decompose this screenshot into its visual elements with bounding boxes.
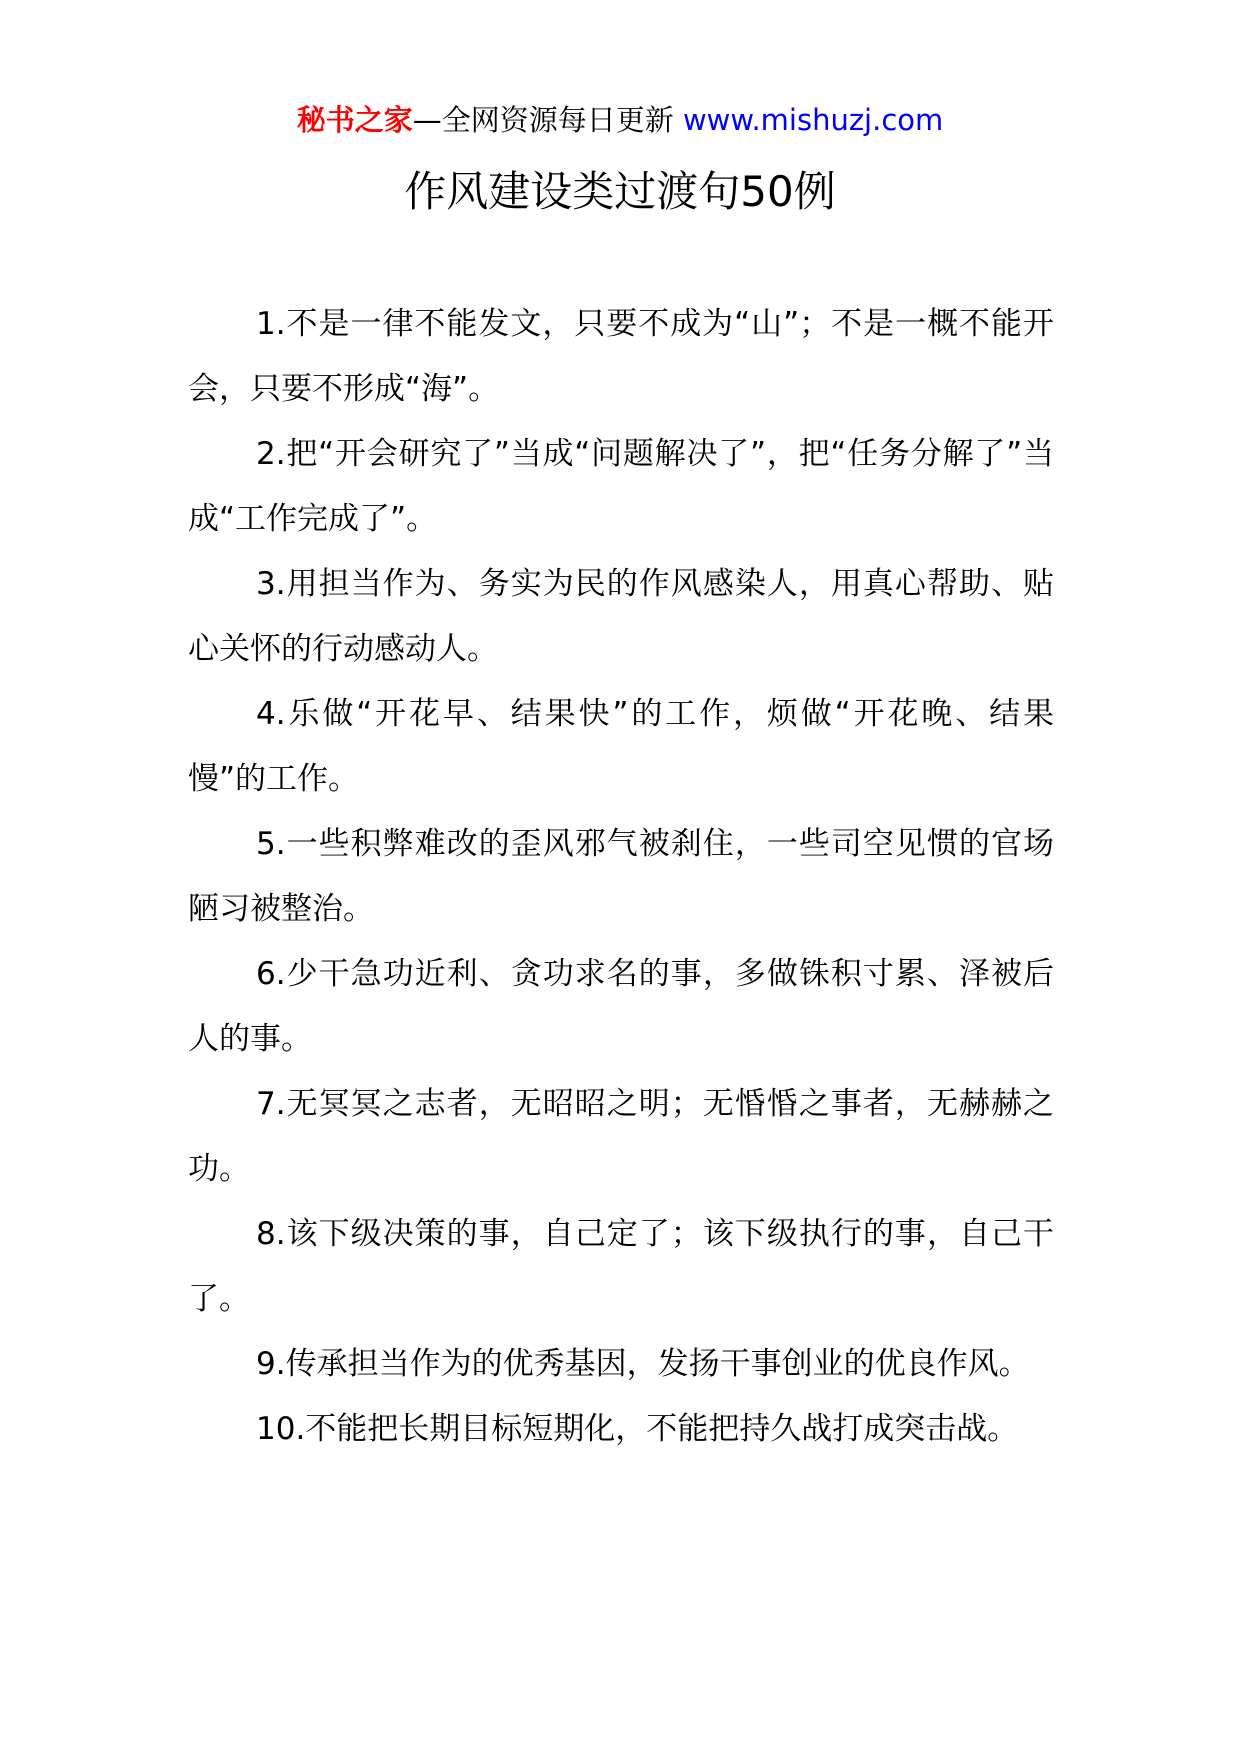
paragraph: 6.少干急功近利、贪功求名的事，多做铢积寸累、泽被后人的事。 — [188, 956, 1054, 1057]
paragraph: 3.用担当作为、务实为民的作风感染人，用真心帮助、贴心关怀的行动感动人。 — [188, 566, 1054, 667]
document-title: 作风建设类过渡句50例 — [404, 167, 836, 216]
paragraph: 5.一些积弊难改的歪风邪气被刹住，一些司空见惯的官场陋习被整治。 — [188, 826, 1054, 927]
paragraph: 8.该下级决策的事，自己定了；该下级执行的事，自己干了。 — [188, 1216, 1054, 1317]
paragraph: 7.无冥冥之志者，无昭昭之明；无惛惛之事者，无赫赫之功。 — [188, 1086, 1054, 1187]
site-tagline: —全网资源每日更新 — [412, 103, 674, 137]
paragraph: 1.不是一律不能发文，只要不成为“山”；不是一概不能开会，只要不形成“海”。 — [188, 306, 1054, 407]
paragraph: 4.乐做“开花早、结果快”的工作，烦做“开花晚、结果慢”的工作。 — [188, 696, 1054, 797]
site-header — [0, 100, 1240, 140]
paragraph: 10.不能把长期目标短期化，不能把持久战打成突击战。 — [256, 1411, 1019, 1447]
site-brand: 秘书之家 — [296, 103, 413, 137]
paragraph: 2.把“开会研究了”当成“问题解决了”，把“任务分解了”当成“工作完成了”。 — [188, 436, 1054, 537]
document-body — [188, 292, 1054, 1462]
paragraph: 9.传承担当作为的优秀基因，发扬干事创业的优良作风。 — [256, 1346, 1030, 1382]
site-url-link[interactable]: www.mishuzj.com — [682, 103, 944, 137]
